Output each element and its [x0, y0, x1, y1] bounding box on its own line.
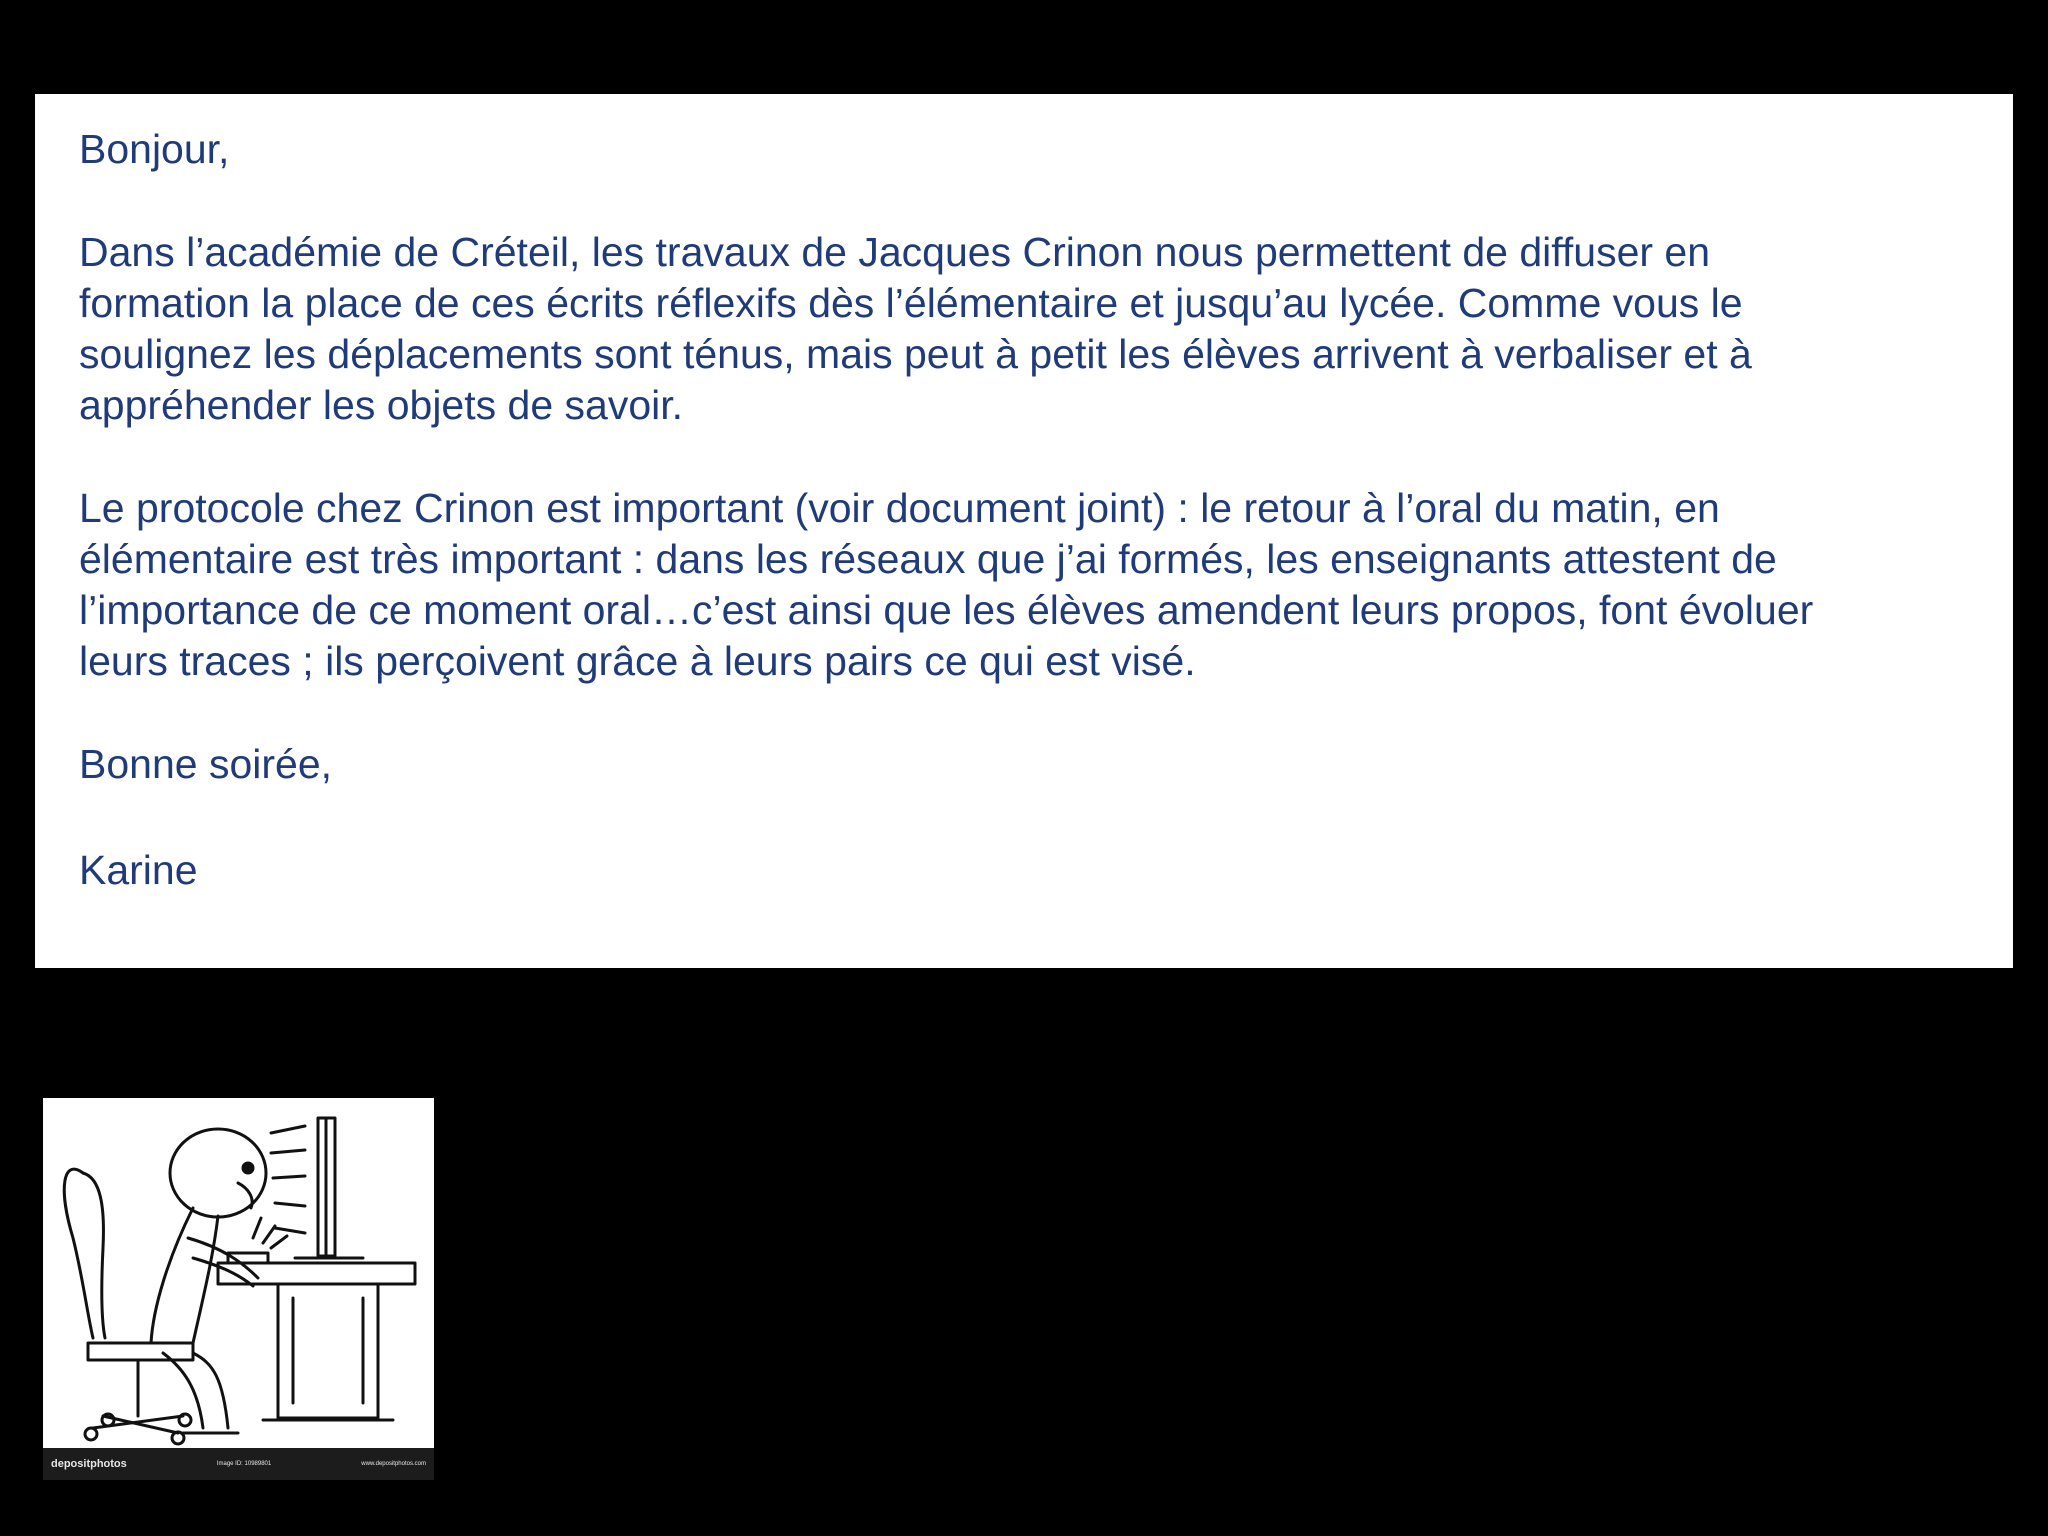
depositphotos-logo: depositphotos	[51, 1458, 127, 1470]
paragraph-2-line-3: l’importance de ce moment oral…c’est ainsi que les élèves amendent leurs propos, font évoluer	[79, 587, 1814, 633]
watermark-bar	[43, 1448, 434, 1480]
paragraph-2-line-4: leurs traces ; ils perçoivent grâce à leurs pairs ce qui est visé.	[79, 638, 1196, 684]
paragraph-2-line-1: Le protocole chez Crinon est important (voir document joint) : le retour à l’oral du matin, en	[79, 485, 1720, 531]
stick-figure-illustration	[43, 1098, 434, 1480]
site-label: www.depositphotos.com	[361, 1461, 426, 1467]
paragraph-1-line-1: Dans l’académie de Créteil, les travaux de Jacques Crinon nous permettent de diffuser en	[79, 229, 1711, 275]
paragraph-1-line-4: appréhender les objets de savoir.	[79, 382, 684, 428]
stick-figure-drawing	[43, 1098, 434, 1480]
email-body	[79, 124, 1979, 896]
paragraph-2	[79, 483, 1979, 687]
greeting: Bonjour,	[79, 126, 230, 172]
paragraph-1-line-2: formation la place de ces écrits réflexifs dès l’élémentaire et jusqu’au lycée. Comme vous le	[79, 280, 1743, 326]
signature: Karine	[79, 847, 198, 893]
paragraph-1-line-3: soulignez les déplacements sont ténus, mais peut à petit les élèves arrivent à verbaliser et à	[79, 331, 1752, 377]
closing: Bonne soirée,	[79, 741, 333, 787]
email-card	[35, 94, 2013, 968]
image-id-label: Image ID: 10989801	[216, 1461, 272, 1467]
paragraph-1	[79, 227, 1979, 431]
paragraph-2-line-2: élémentaire est très important : dans les réseaux que j’ai formés, les enseignants attestent de	[79, 536, 1777, 582]
